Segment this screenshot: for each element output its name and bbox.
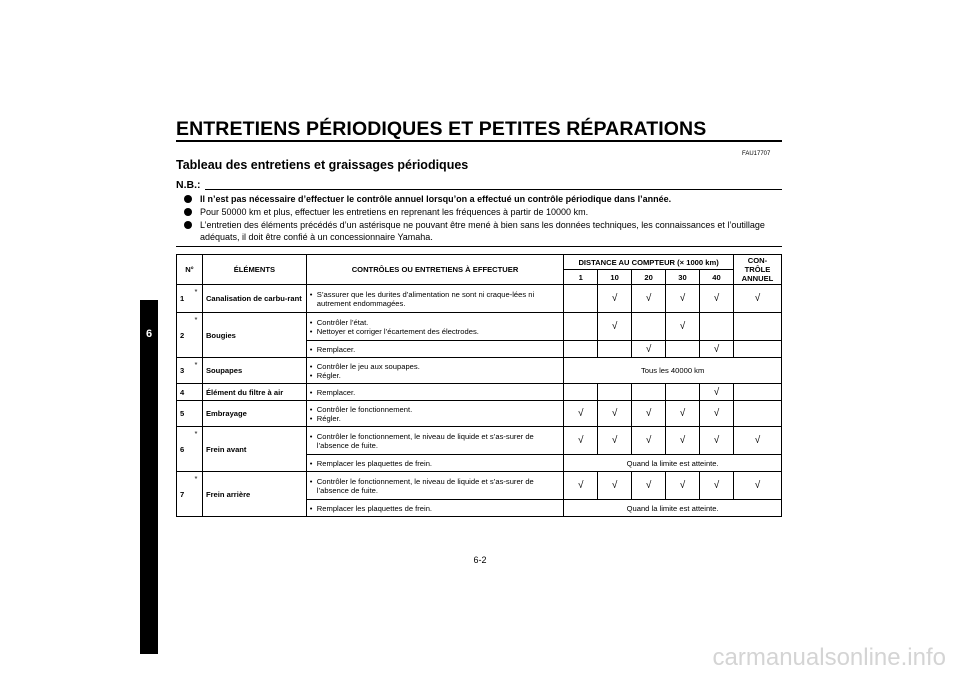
control-text: Remplacer les plaquettes de frein. (316, 458, 433, 468)
table-row (177, 401, 782, 427)
check-cell: √ (733, 472, 781, 500)
note-text: Pour 50000 km et plus, effectuer les entretiens en reprenant les fréquences à partir de 10000 km. (200, 207, 589, 217)
note-label: N.B.: (176, 179, 201, 191)
check-cell (733, 313, 781, 341)
check-cell: √ (598, 401, 632, 427)
bullet-dot-icon (184, 195, 192, 203)
row-control (306, 313, 563, 341)
check-cell (666, 384, 700, 401)
row-number: 1 (177, 285, 195, 313)
check-cell: √ (632, 285, 666, 313)
table-row (177, 427, 782, 455)
check-cell: √ (598, 285, 632, 313)
header-dist-col: 20 (632, 270, 666, 285)
check-cell: √ (700, 384, 734, 401)
note-item (184, 206, 784, 218)
control-text: Contrôler l’état. (316, 317, 369, 327)
check-cell: √ (598, 472, 632, 500)
check-cell: √ (564, 427, 598, 455)
row-number: 3 (177, 358, 195, 384)
row-control (306, 500, 563, 517)
header-dist-col: 40 (700, 270, 734, 285)
table-row (177, 313, 782, 341)
row-star: * (194, 472, 202, 517)
note-item (184, 193, 784, 205)
check-cell (564, 285, 598, 313)
bullet-dot-icon (184, 208, 192, 216)
note-list (184, 193, 784, 244)
check-cell (564, 313, 598, 341)
table-row (177, 384, 782, 401)
check-cell: √ (666, 401, 700, 427)
check-cell: √ (598, 313, 632, 341)
row-element: Bougies (202, 313, 306, 358)
control-text: Remplacer. (316, 387, 356, 397)
row-element: Élément du filtre à air (202, 384, 306, 401)
header-no: N° (177, 255, 203, 285)
check-cell (632, 313, 666, 341)
row-element: Frein arrière (202, 472, 306, 517)
check-cell: √ (666, 472, 700, 500)
check-cell (564, 341, 598, 358)
table-row (177, 358, 782, 384)
control-text: Remplacer. (316, 344, 356, 354)
header-annual: CON-TRÔLE ANNUEL (733, 255, 781, 285)
row-control (306, 472, 563, 500)
check-cell: √ (700, 427, 734, 455)
bullet: • (309, 413, 313, 423)
row-number: 6 (177, 427, 195, 472)
bullet: • (309, 476, 313, 486)
check-cell (564, 384, 598, 401)
check-cell (733, 384, 781, 401)
row-star (194, 401, 202, 427)
interval-note: Tous les 40000 km (564, 358, 782, 384)
chapter-tab-number: 6 (145, 328, 153, 340)
check-cell: √ (666, 427, 700, 455)
note-text: Il n’est pas nécessaire d’effectuer le contrôle annuel lorsqu’on a effectué un contrôle périodique dans l’année. (200, 194, 672, 204)
header-dist-col: 10 (598, 270, 632, 285)
check-cell: √ (666, 285, 700, 313)
control-text: Contrôler le fonctionnement, le niveau de liquide et s’as-surer de l’absence de fuite. (316, 476, 534, 495)
row-control (306, 341, 563, 358)
table-row (177, 472, 782, 500)
section-title: Tableau des entretiens et graissages périodiques (176, 158, 469, 172)
row-control (306, 427, 563, 455)
row-number: 4 (177, 384, 195, 401)
bullet: • (309, 404, 313, 414)
page-header-title: ENTRETIENS PÉRIODIQUES ET PETITES RÉPARATIONS (176, 118, 707, 140)
header-rule (176, 140, 782, 142)
check-cell (632, 384, 666, 401)
row-control (306, 455, 563, 472)
check-cell: √ (700, 285, 734, 313)
check-cell (700, 313, 734, 341)
row-star (194, 384, 202, 401)
check-cell: √ (564, 472, 598, 500)
row-star: * (194, 358, 202, 384)
row-control (306, 285, 563, 313)
reference-code: FAU17707 (742, 151, 771, 157)
check-cell (733, 401, 781, 427)
header-controls: CONTRÔLES OU ENTRETIENS À EFFECTUER (306, 255, 563, 285)
check-cell: √ (598, 427, 632, 455)
bullet: • (309, 317, 313, 327)
row-element: Canalisation de carbu-rant (202, 285, 306, 313)
check-cell (733, 341, 781, 358)
chapter-tab (140, 300, 158, 654)
note-end-rule (176, 246, 782, 247)
page-number: 6-2 (473, 555, 487, 565)
check-cell: √ (632, 341, 666, 358)
control-text: Contrôler le jeu aux soupapes. (316, 361, 420, 371)
control-text: Remplacer les plaquettes de frein. (316, 503, 433, 513)
check-cell (598, 341, 632, 358)
row-element: Embrayage (202, 401, 306, 427)
check-cell: √ (632, 427, 666, 455)
row-star: * (194, 427, 202, 472)
check-cell: √ (700, 472, 734, 500)
bullet: • (309, 370, 313, 380)
bullet-dot-icon (184, 221, 192, 229)
bullet: • (309, 344, 313, 354)
interval-note: Quand la limite est atteinte. (564, 500, 782, 517)
interval-note: Quand la limite est atteinte. (564, 455, 782, 472)
maintenance-table (176, 254, 782, 517)
table-header-row (177, 255, 782, 270)
check-cell: √ (564, 401, 598, 427)
check-cell: √ (733, 285, 781, 313)
bullet: • (309, 431, 313, 441)
table-row (177, 285, 782, 313)
bullet: • (309, 503, 313, 513)
control-text: Nettoyer et corriger l’écartement des électrodes. (316, 326, 479, 336)
header-dist-col: 1 (564, 270, 598, 285)
check-cell: √ (632, 472, 666, 500)
check-cell: √ (700, 341, 734, 358)
check-cell: √ (733, 427, 781, 455)
note-rule (205, 189, 782, 190)
control-text: Régler. (316, 370, 341, 380)
header-dist-col: 30 (666, 270, 700, 285)
check-cell: √ (666, 313, 700, 341)
header-distance: DISTANCE AU COMPTEUR (× 1000 km) (564, 255, 734, 270)
bullet: • (309, 326, 313, 336)
header-elements: ÉLÉMENTS (202, 255, 306, 285)
row-element: Frein avant (202, 427, 306, 472)
note-text: L’entretien des éléments précédés d’un astérisque ne pouvant être mené à bien sans les données techniques, les connaissances et l’outillage adéquats, il doit être confié à un concessionnaire Yamaha. (200, 220, 765, 242)
bullet: • (309, 289, 313, 299)
row-star: * (194, 285, 202, 313)
row-star: * (194, 313, 202, 358)
check-cell: √ (700, 401, 734, 427)
row-control (306, 358, 563, 384)
row-number: 5 (177, 401, 195, 427)
note-item (184, 219, 784, 243)
control-text: S’assurer que les durites d’alimentation ne sont ni craque-lées ni autrement endommagées. (316, 289, 535, 308)
row-number: 7 (177, 472, 195, 517)
row-control (306, 401, 563, 427)
control-text: Régler. (316, 413, 341, 423)
bullet: • (309, 387, 313, 397)
control-text: Contrôler le fonctionnement. (316, 404, 413, 414)
row-number: 2 (177, 313, 195, 358)
watermark: carmanualsonline.info (712, 644, 946, 671)
bullet: • (309, 361, 313, 371)
check-cell (666, 341, 700, 358)
bullet: • (309, 458, 313, 468)
row-control (306, 384, 563, 401)
check-cell (598, 384, 632, 401)
control-text: Contrôler le fonctionnement, le niveau de liquide et s’as-surer de l’absence de fuite. (316, 431, 534, 450)
row-element: Soupapes (202, 358, 306, 384)
check-cell: √ (632, 401, 666, 427)
